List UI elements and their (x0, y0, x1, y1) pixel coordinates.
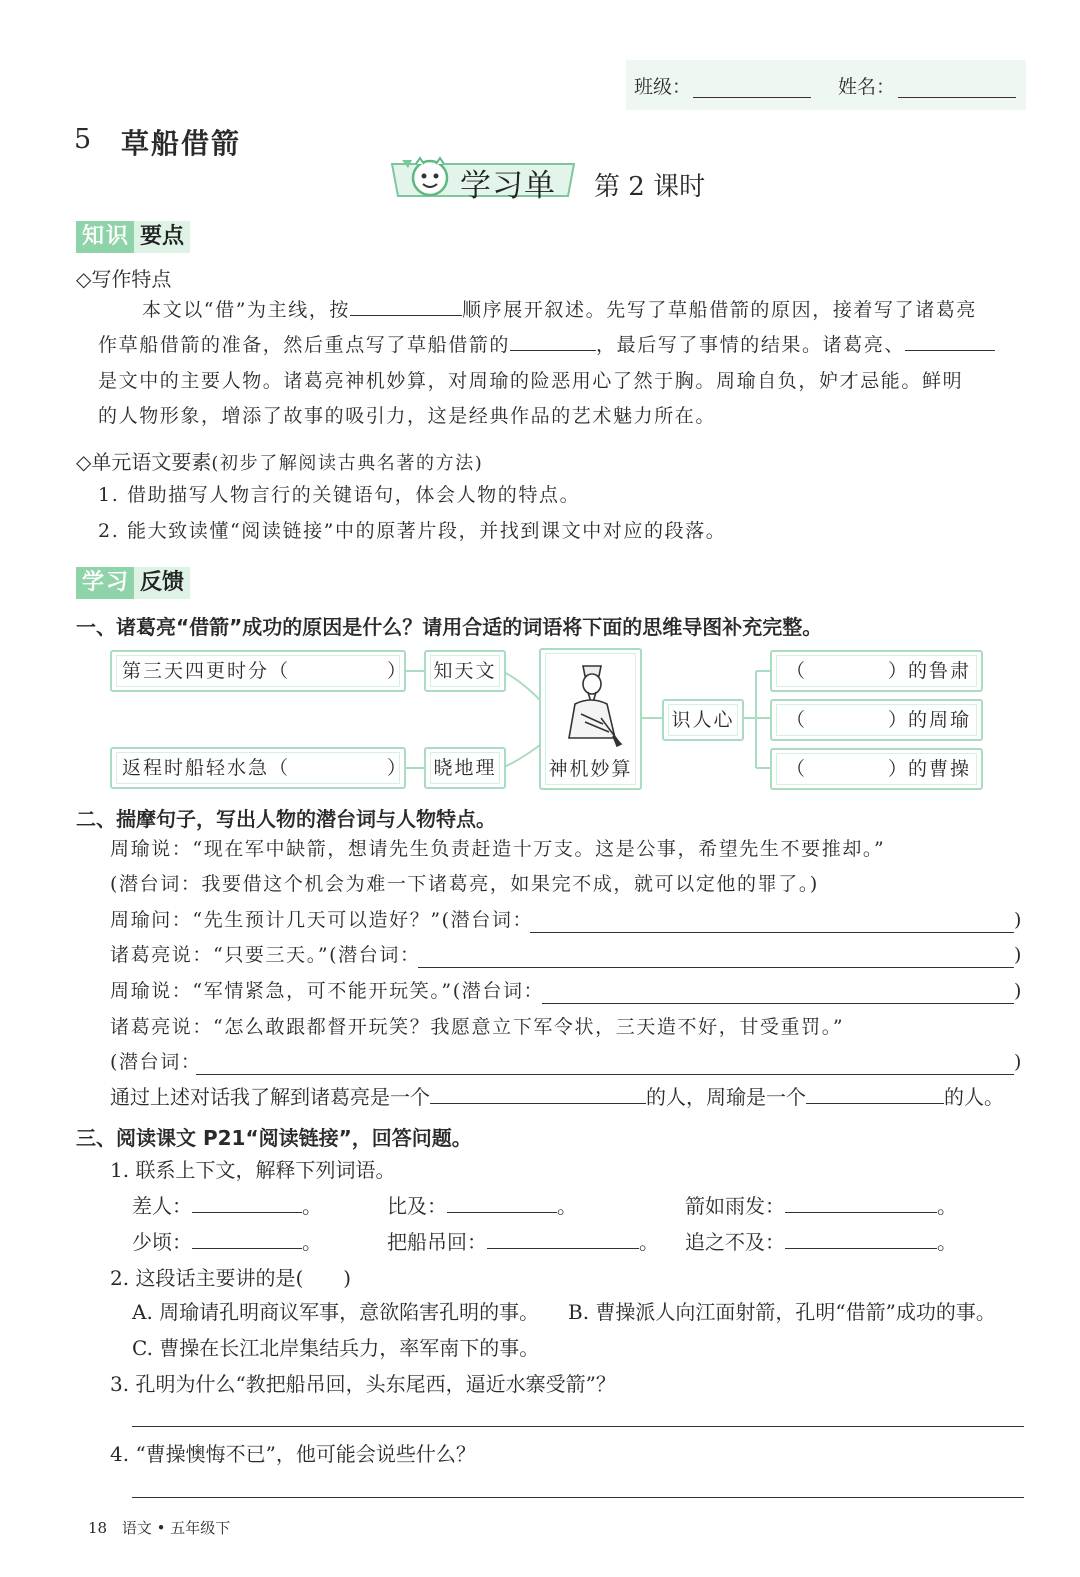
section-title: 要点 (134, 221, 190, 253)
answer-line-q3-4[interactable] (132, 1497, 1024, 1498)
lesson-number: 5 (74, 124, 92, 155)
word-item-4: 少顷： 。 (132, 1230, 322, 1254)
name-label: 姓名： (838, 76, 896, 98)
page-footer (88, 1517, 230, 1538)
question-1: 一、诸葛亮“借箭”成功的原因是什么？请用合适的词语将下面的思维导图补充完整。 (76, 615, 823, 639)
word-answer-1[interactable] (192, 1211, 302, 1213)
q3-part-4: 4. “曹操懊悔不已”，他可能会说些什么？ (110, 1442, 476, 1466)
map-box-return: 返程时船轻水急（ ） (110, 747, 406, 789)
word-item-2: 比及： 。 (387, 1194, 577, 1218)
blank-zhuge-trait[interactable] (430, 1102, 646, 1104)
option-b[interactable]: B. 曹操派人向江面射箭，孔明“借箭”成功的事。 (568, 1300, 996, 1324)
answer-line-q3-3[interactable] (132, 1426, 1024, 1427)
option-a[interactable]: A. 周瑜请孔明商议军事，意欲陷害孔明的事。 (132, 1300, 540, 1324)
class-label: 班级： (634, 76, 692, 98)
subtext-example: (潜台词：我要借这个机会为难一下诸葛亮，如果完不成，就可以定他的罪了。) (110, 873, 819, 895)
map-box-caocao: （ ） 的曹操 (770, 748, 983, 790)
map-blank-return[interactable] (317, 775, 385, 776)
map-box-zhouyu: （ ） 的周瑜 (770, 699, 983, 741)
word-answer-5[interactable] (487, 1247, 639, 1249)
map-box-lusu: （ ） 的鲁肃 (770, 650, 983, 692)
q3-part-3: 3. 孔明为什么“教把船吊回，头东尾西，逼近水寨受箭”？ (110, 1372, 616, 1396)
close-paren: ) (1014, 980, 1024, 1002)
dialogue-3: 诸葛亮说：“只要三天。”(潜台词： (110, 944, 421, 966)
book-subject: 语文 • 五年级下 (121, 1519, 231, 1537)
unit-item-2: 2. 能大致读懂“阅读链接”中的原著片段，并找到课文中对应的段落。 (98, 520, 727, 542)
section-tag: 学习 (76, 567, 136, 599)
dialogue-4: 周瑜说：“军情紧急，可不能开玩笑。”(潜台词： (110, 980, 545, 1002)
close-paren: ) (1014, 909, 1024, 931)
subtext-answer-4[interactable] (196, 1074, 1014, 1075)
q3-part-2: 2. 这段话主要讲的是( ) (110, 1266, 352, 1290)
map-box-geography: 晓地理 (424, 747, 506, 789)
zhuge-liang-portrait-icon (561, 658, 623, 748)
session-label: 第 2 课时 (594, 172, 706, 202)
word-answer-6[interactable] (785, 1247, 937, 1249)
lesson-title: 草船借箭 (121, 127, 242, 160)
option-c[interactable]: C. 曹操在长江北岸集结兵力，率军南下的事。 (132, 1336, 540, 1360)
word-item-6: 追之不及： 。 (685, 1230, 957, 1254)
unit-elements-heading: ◇单元语文要素(初步了解阅读古典名著的方法) (76, 450, 484, 474)
dialogue-5-subtext-label: (潜台词： (110, 1051, 202, 1073)
word-item-3: 箭如雨发： 。 (685, 1194, 957, 1218)
subtext-answer-1[interactable] (530, 932, 1014, 933)
subtext-answer-2[interactable] (418, 967, 1014, 968)
question-2: 二、揣摩句子，写出人物的潜台词与人物特点。 (76, 807, 496, 831)
section-tag: 知识 (76, 221, 136, 253)
word-item-1: 差人： 。 (132, 1194, 322, 1218)
study-sheet-label: 学习单 (460, 168, 556, 204)
blank-zhouyu-trait[interactable] (806, 1102, 944, 1104)
map-box-time: 第三天四更时分（ ） (110, 650, 406, 692)
paragraph-line-4: 的人物形象，增添了故事的吸引力，这是经典作品的艺术魅力所在。 (98, 405, 717, 427)
unit-item-1: 1. 借助描写人物言行的关键语句，体会人物的特点。 (98, 484, 581, 506)
paragraph-line-2: 作草船借箭的准备，然后重点写了草船借箭的 ，最后写了事情的结果。诸葛亮、 (98, 328, 995, 363)
paragraph-line-1: 本文以“借”为主线，按 顺序展开叙述。先写了草船借箭的原因，接着写了诸葛亮 (142, 299, 978, 321)
paragraph-line-3: 是文中的主要人物。诸葛亮神机妙算，对周瑜的险恶用心了然于胸。周瑜自负，妒才忌能。鲜明 (98, 370, 964, 392)
dialogue-2: 周瑜问：“先生预计几天可以造好？”(潜台词： (110, 909, 534, 931)
map-box-astronomy: 知天文 (424, 650, 506, 692)
close-paren: ) (1014, 944, 1024, 966)
dialogue-1: 周瑜说：“现在军中缺箭，想请先生负责赶造十万支。这是公事，希望先生不要推却。” (110, 838, 886, 860)
word-answer-2[interactable] (447, 1211, 557, 1213)
word-item-5: 把船吊回： 。 (387, 1230, 659, 1254)
section-title: 反馈 (134, 567, 190, 599)
dialogue-5: 诸葛亮说：“怎么敢跟都督开玩笑？我愿意立下军令状，三天造不好，甘受重罚。” (110, 1016, 845, 1038)
writing-features-heading: ◇写作特点 (76, 267, 172, 291)
map-center: 神机妙算 (539, 648, 642, 790)
q3-part-1: 1. 联系上下文，解释下列词语。 (110, 1158, 396, 1182)
map-box-people: 识人心 (662, 699, 744, 741)
word-answer-3[interactable] (785, 1211, 937, 1213)
summary-line: 通过上述对话我了解到诸葛亮是一个 的人，周瑜是一个 的人。 (110, 1085, 1004, 1109)
map-blank-time[interactable] (317, 678, 385, 679)
page-number: 18 (88, 1519, 108, 1537)
question-3: 三、阅读课文 P21“阅读链接”，回答问题。 (76, 1126, 472, 1150)
subtext-answer-3[interactable] (542, 1003, 1014, 1004)
word-answer-4[interactable] (192, 1247, 302, 1249)
close-paren: ) (1014, 1051, 1024, 1073)
